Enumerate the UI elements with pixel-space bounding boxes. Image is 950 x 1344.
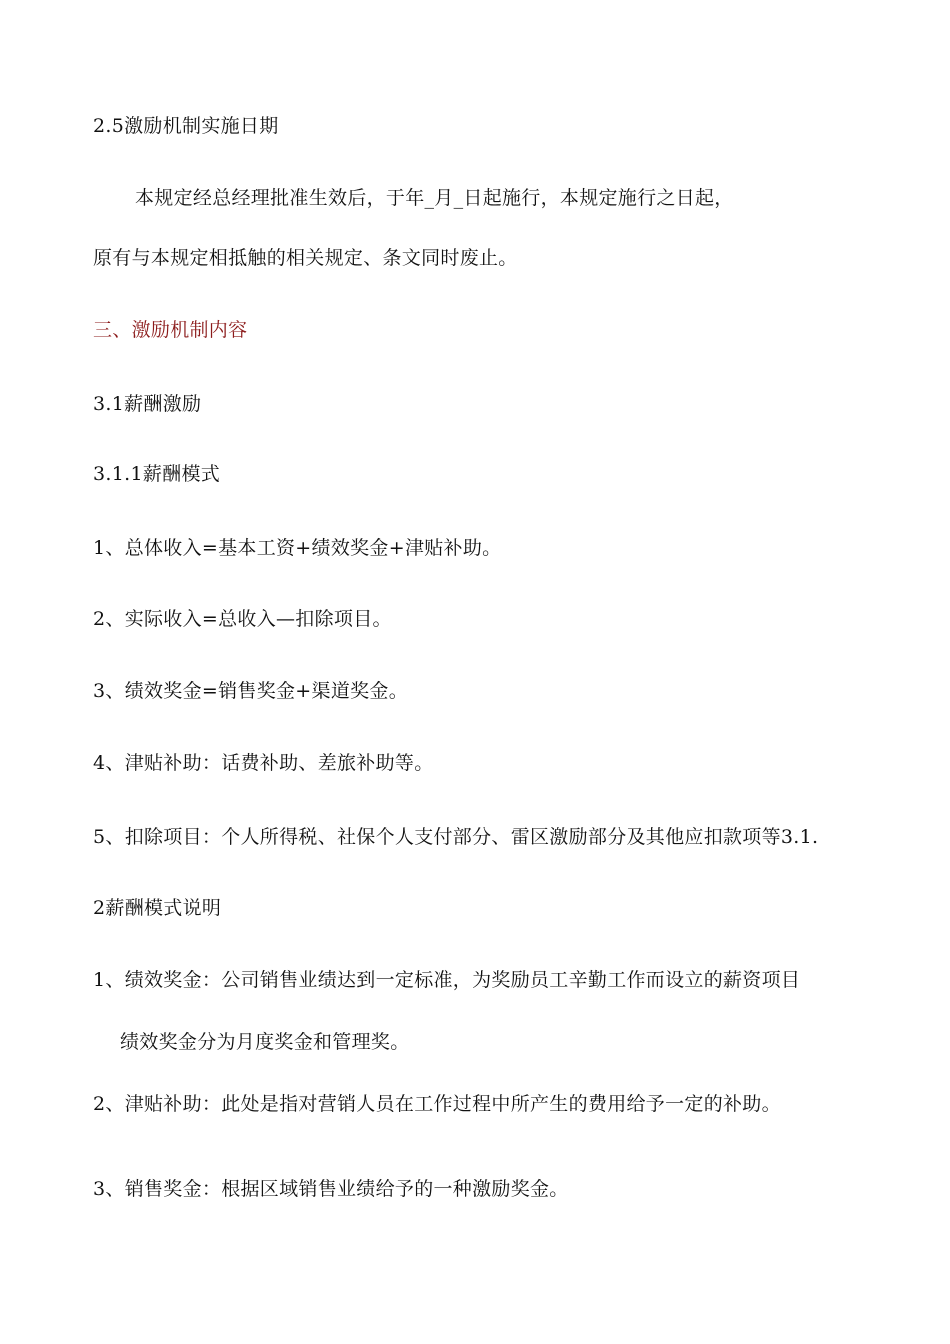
paragraph-line-2: 原有与本规定相抵触的相关规定、条文同时废止。 [93, 247, 518, 269]
section-heading-2-5: 2.5激励机制实施日期 [93, 115, 279, 137]
list-item: 2、实际收入=总收入—扣除项目。 [93, 608, 392, 630]
list-item: 3、绩效奖金=销售奖金+渠道奖金。 [93, 680, 409, 702]
subheading-3-1-1: 3.1.1薪酬模式 [93, 463, 221, 485]
section-heading-3: 三、激励机制内容 [93, 319, 248, 341]
list-item: 1、总体收入=基本工资+绩效奖金+津贴补助。 [93, 537, 502, 559]
list-item: 4、津贴补助：话费补助、差旅补助等。 [93, 752, 434, 774]
list-item-continuation: 绩效奖金分为月度奖金和管理奖。 [120, 1031, 410, 1053]
list-item: 2、津贴补助：此处是指对营销人员在工作过程中所产生的费用给予一定的补助。 [93, 1093, 781, 1115]
subheading-3-1: 3.1薪酬激励 [93, 393, 202, 415]
paragraph-line-1: 本规定经总经理批准生效后，于年_月_日起施行，本规定施行之日起， [135, 187, 734, 209]
subheading-3-1-2: 2薪酬模式说明 [93, 897, 222, 919]
list-item: 5、扣除项目：个人所得税、社保个人支付部分、雷区激励部分及其他应扣款项等3.1. [93, 826, 819, 848]
list-item: 3、销售奖金：根据区域销售业绩给予的一种激励奖金。 [93, 1178, 569, 1200]
list-item: 1、绩效奖金：公司销售业绩达到一定标准，为奖励员工辛勤工作而设立的薪资项目 [93, 969, 801, 991]
